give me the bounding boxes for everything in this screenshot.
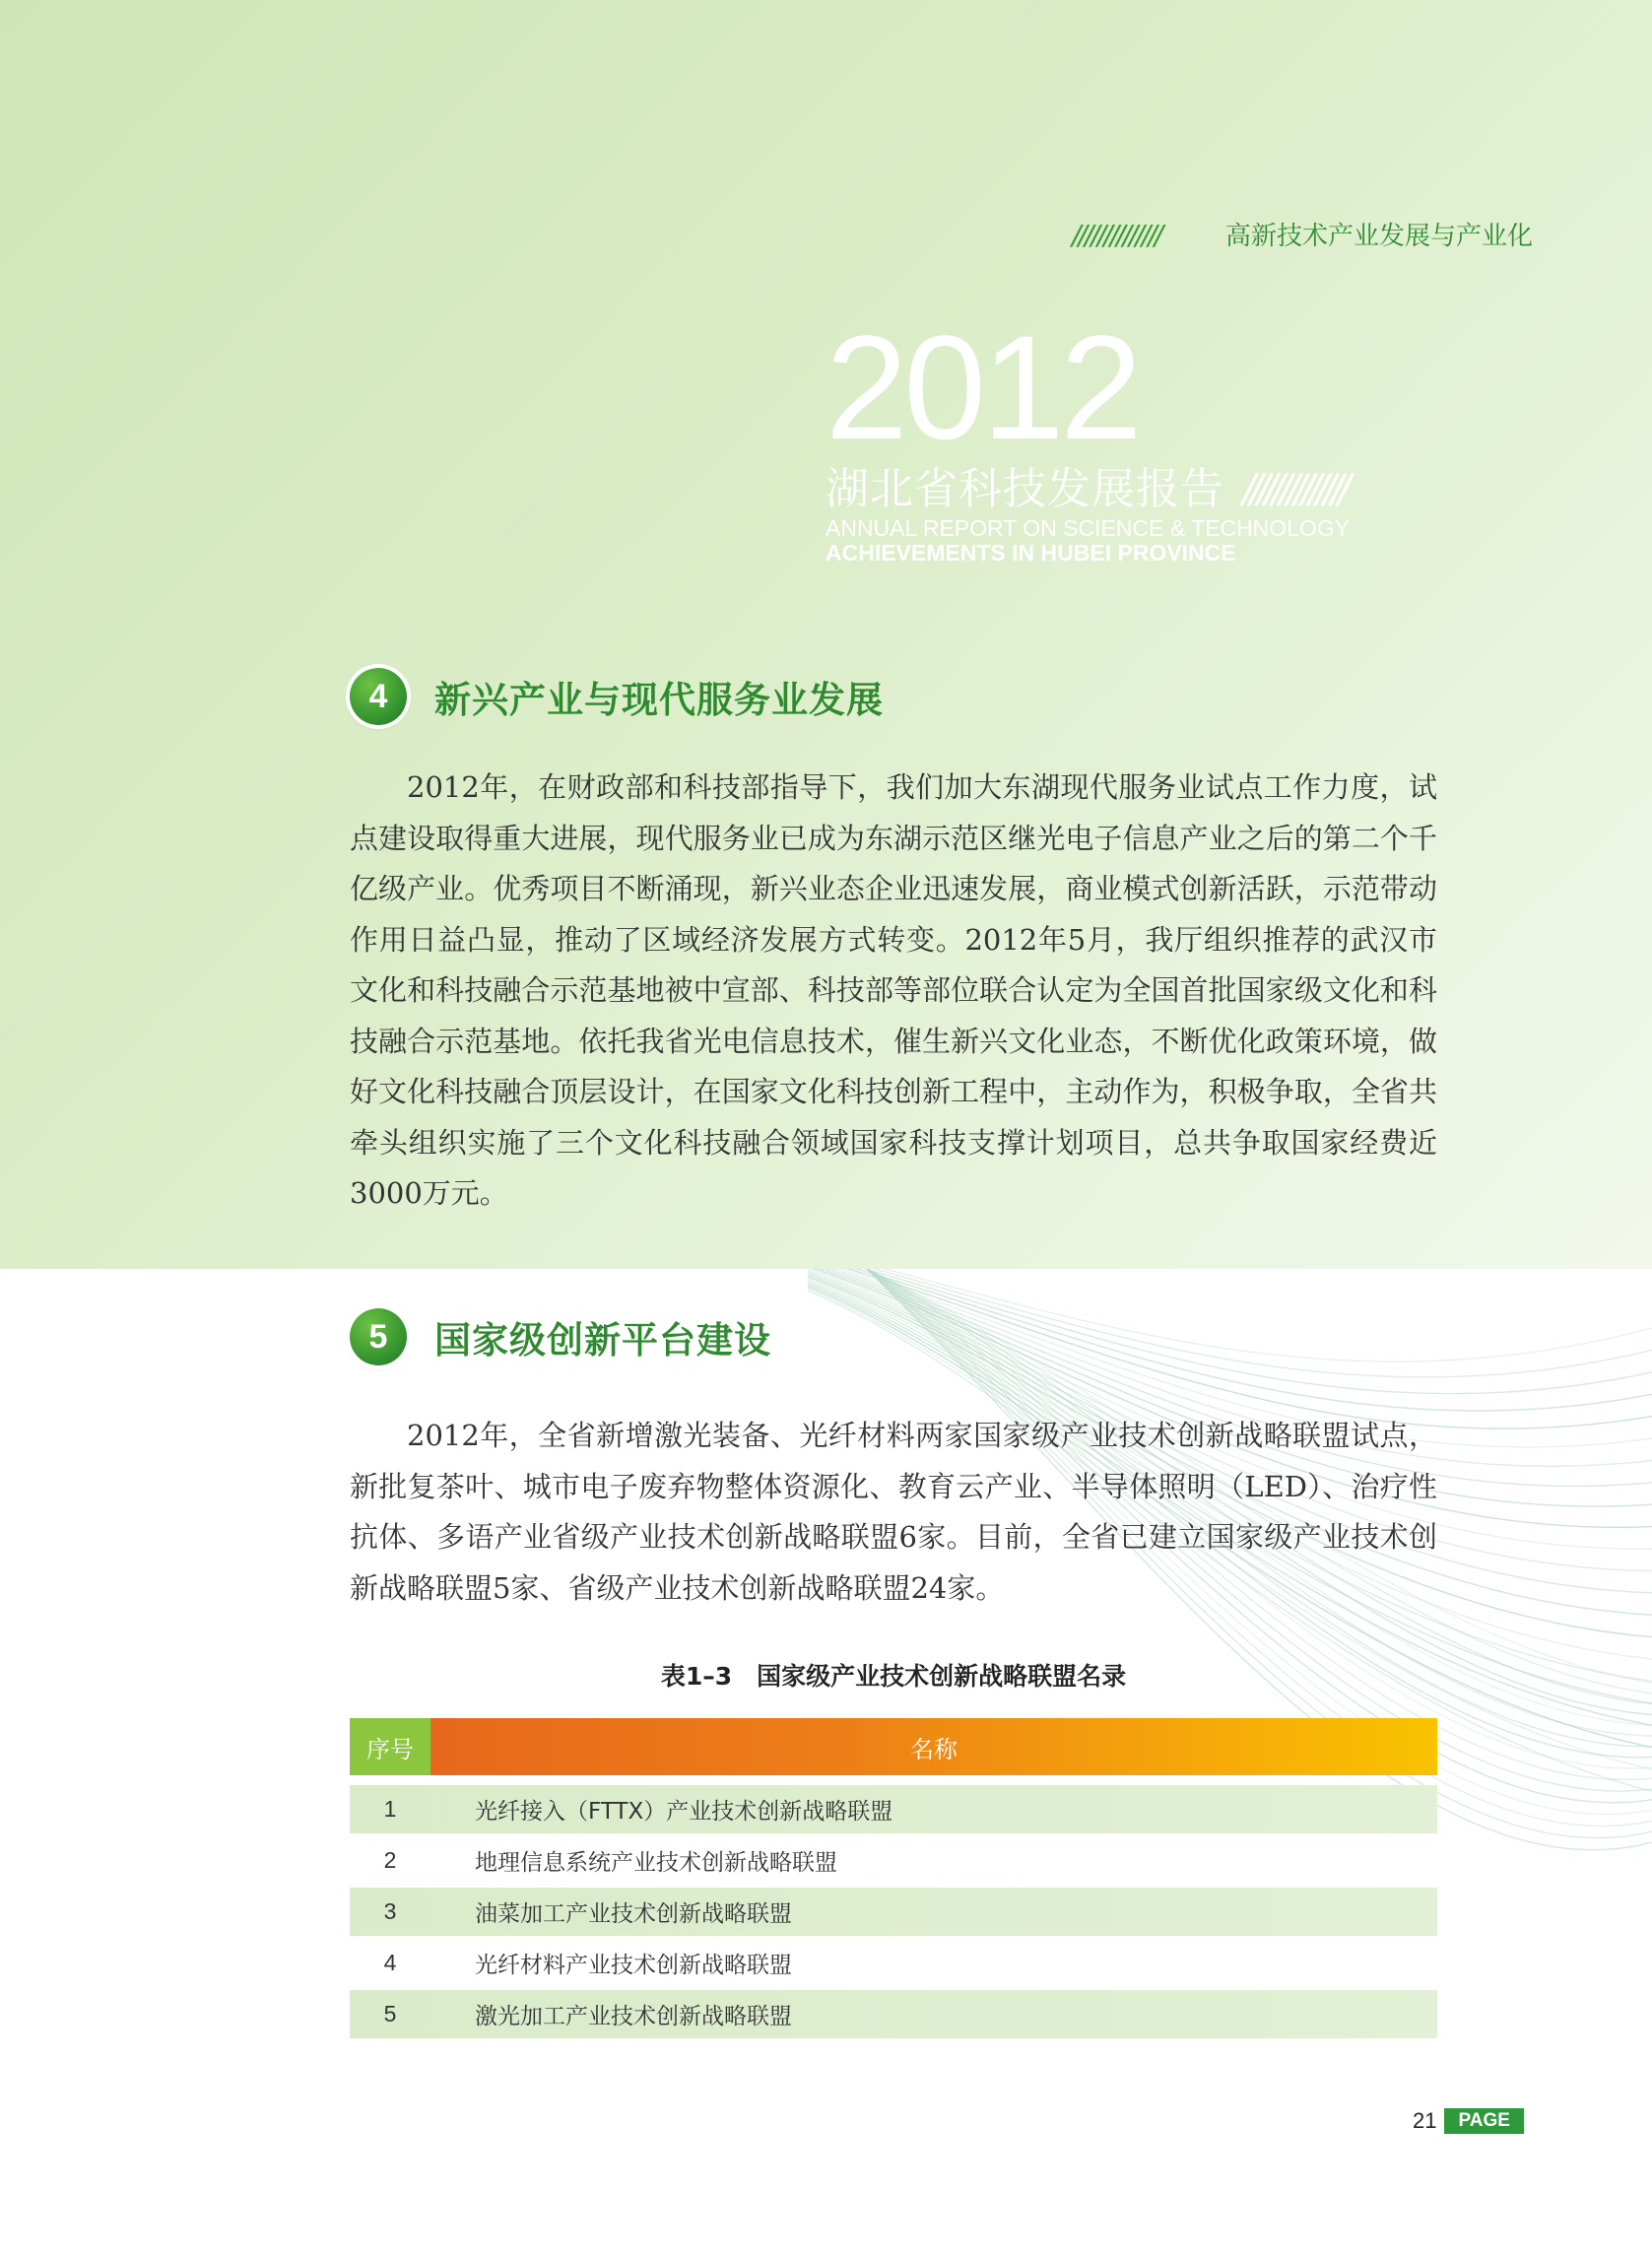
section-5-paragraph: 2012年，全省新增激光装备、光纤材料两家国家级产业技术创新战略联盟试点，新批复茶叶、城市电子废弃物整体资源化、教育云产业、半导体照明（LED）、治疗性抗体、多语产业省级产业技术创新战略联盟6家。目前，全省已建立国家级产业技术创新战略联盟5家、省级产业技术创新战略联盟24家。 [350, 1419, 1437, 1605]
section-number-badge: 5 [350, 1308, 407, 1365]
page-label: PAGE [1444, 2108, 1523, 2134]
section-5-heading [350, 1308, 771, 1365]
header-serial-number: 序号 [350, 1718, 430, 1775]
header-name: 名称 [430, 1718, 1437, 1775]
row-number: 3 [383, 1898, 397, 1924]
report-brand [826, 304, 1417, 565]
brand-year: 2012 [826, 304, 1139, 470]
brand-title-cn: 湖北省科技发展报告 [826, 464, 1224, 514]
row-number: 5 [383, 2001, 397, 2026]
table-row [350, 1888, 1437, 1936]
row-name: 光纤材料产业技术创新战略联盟 [475, 1953, 792, 1978]
page-number [1413, 2108, 1524, 2134]
brand-title-en-line2: ACHIEVEMENTS IN HUBEI PROVINCE [826, 540, 1236, 565]
section-number-badge: 4 [350, 668, 407, 725]
table-row [350, 1990, 1437, 2038]
row-name: 光纤接入（FTTX）产业技术创新战略联盟 [475, 1799, 893, 1825]
alliance-table [350, 1718, 1437, 2038]
row-number: 2 [383, 1847, 397, 1873]
table-row [350, 1785, 1437, 1833]
section-title: 国家级创新平台建设 [434, 1319, 771, 1361]
table-row [350, 1939, 1437, 1987]
section-title: 新兴产业与现代服务业发展 [434, 679, 884, 721]
table-header [350, 1718, 1437, 1775]
brand-decor-slashes: ////////////// [1242, 467, 1346, 512]
header-decor-slashes: ////////////// [1072, 219, 1161, 251]
table-row [350, 1836, 1437, 1885]
row-name: 油菜加工产业技术创新战略联盟 [475, 1901, 792, 1927]
section-4-paragraph: 2012年，在财政部和科技部指导下，我们加大东湖现代服务业试点工作力度，试点建设取得重大进展，现代服务业已成为东湖示范区继光电子信息产业之后的第二个千亿级产业。优秀项目不断涌现，新兴业态企业迅速发展，商业模式创新活跃，示范带动作用日益凸显，推动了区域经济发展方式转变。2012年5月，我厅组织推荐的武汉市文化和科技融合示范基地被中宣部、科技部等部位联合认定为全国首批国家级文化和科技融合示范基地。依托我省光电信息技术，催生新兴文化业态，不断优化政策环境，做好文化科技融合顶层设计，在国家文化科技创新工程中，主动作为，积极争取，全省共牵头组织实施了三个文化科技融合领域国家科技支撑计划项目，总共争取国家经费近3000万元。 [350, 770, 1437, 1210]
table-caption: 表1–3 国家级产业技术创新战略联盟名录 [660, 1662, 1127, 1691]
row-number: 1 [383, 1796, 397, 1822]
chapter-title: 高新技术产业发展与产业化 [1225, 222, 1534, 251]
brand-cn-row [826, 463, 1417, 516]
brand-title-en-line1: ANNUAL REPORT ON SCIENCE & TECHNOLOGY [826, 515, 1351, 541]
row-number: 4 [383, 1950, 397, 1975]
page-number-value: 21 [1413, 2108, 1437, 2133]
row-name: 激光加工产业技术创新战略联盟 [475, 2004, 792, 2029]
row-name: 地理信息系统产业技术创新战略联盟 [475, 1850, 837, 1876]
section-4-heading [350, 668, 884, 725]
